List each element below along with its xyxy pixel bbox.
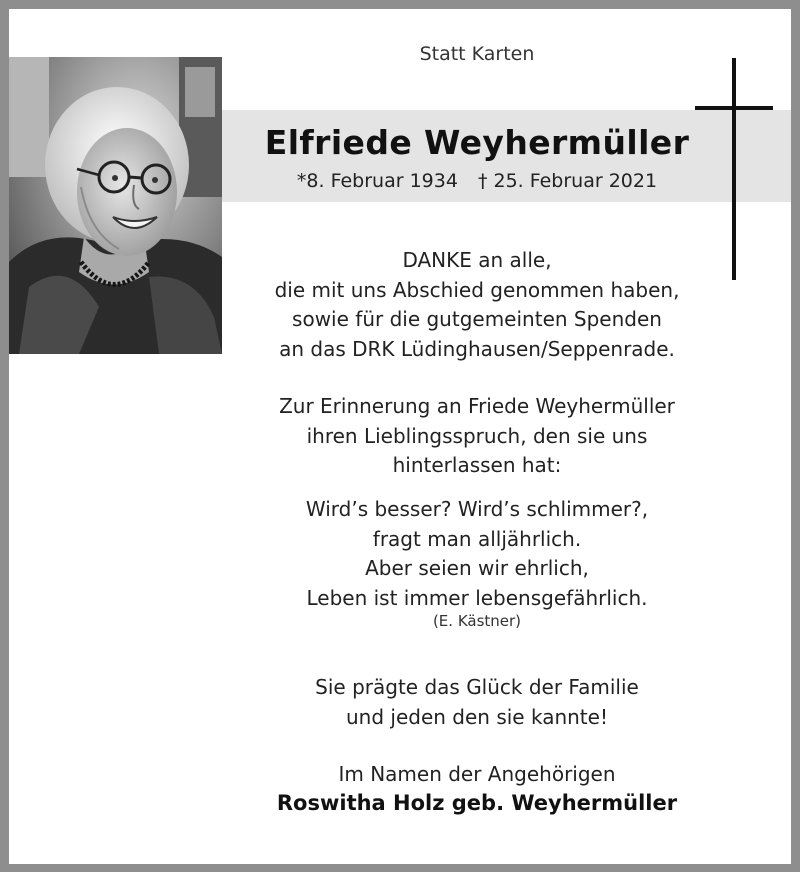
quote-line: Leben ist immer lebensgefährlich.	[306, 585, 648, 610]
death-date: † 25. Februar 2021	[477, 170, 658, 192]
thanks-line: an das DRK Lüdinghausen/Seppenrade.	[279, 336, 675, 361]
memory-intro-line: hinterlassen hat:	[392, 453, 562, 477]
quote-line: fragt man alljährlich.	[372, 526, 582, 551]
thanks-line: die mit uns Abschied genommen haben,	[274, 277, 680, 302]
quote-paragraph	[222, 495, 732, 613]
signature-name: Roswitha Holz geb. Weyhermüller	[276, 791, 678, 815]
statt-karten-label: Statt Karten	[419, 43, 535, 65]
tribute-paragraph	[222, 673, 732, 732]
birth-date: *8. Februar 1934	[296, 170, 458, 192]
deceased-name: Elfriede Weyhermüller	[264, 123, 690, 162]
memory-intro-paragraph	[222, 392, 732, 481]
obituary-card	[9, 9, 791, 864]
portrait-illustration	[9, 57, 222, 354]
quote-source: (E. Kästner)	[432, 612, 522, 630]
life-dates	[222, 170, 732, 192]
tribute-line: Sie prägte das Glück der Familie	[315, 675, 639, 699]
memory-intro-line: Zur Erinnerung an Friede Weyhermüller	[279, 394, 675, 418]
quote-line: Wird’s besser? Wird’s schlimmer?,	[305, 497, 649, 521]
thanks-line: sowie für die gutgemeinten Spenden	[292, 307, 662, 331]
thanks-line: DANKE an alle,	[402, 248, 552, 272]
portrait-photo	[9, 57, 222, 354]
signature-intro: Im Namen der Angehörigen	[338, 762, 616, 786]
memory-intro-line: ihren Lieblingsspruch, den sie uns	[306, 423, 648, 448]
quote-line: Aber seien wir ehrlich,	[365, 556, 589, 580]
tribute-line: und jeden den sie kannte!	[346, 704, 608, 729]
thanks-paragraph	[222, 246, 732, 364]
